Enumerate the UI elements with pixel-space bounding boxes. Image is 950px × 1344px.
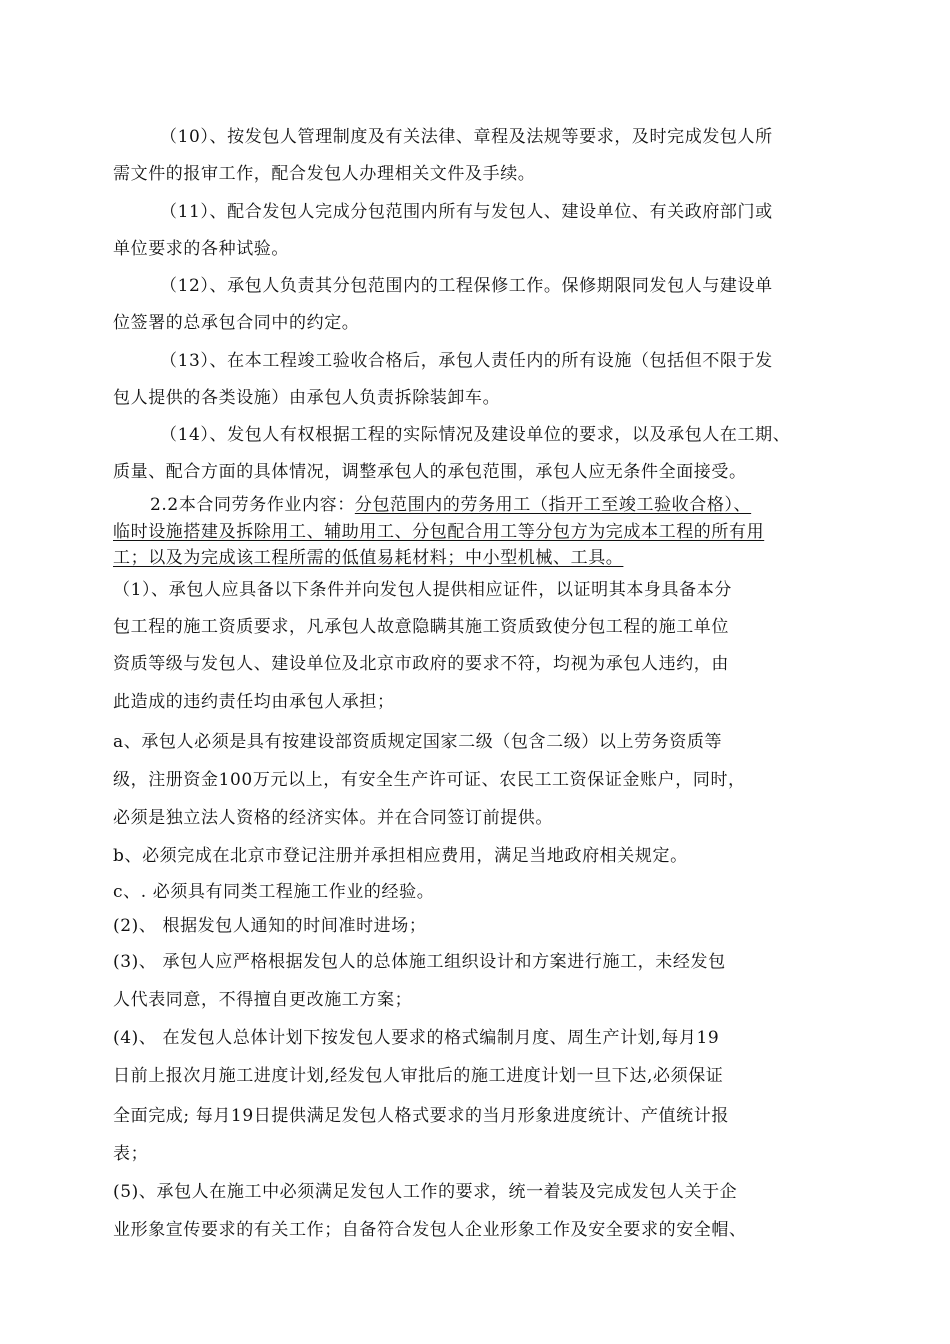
text-line: c、. 必须具有同类工程施工作业的经验。 (113, 882, 435, 902)
text-line: b、必须完成在北京市登记注册并承担相应费用，满足当地政府相关规定。 (113, 846, 688, 866)
text-line: 表； (113, 1144, 149, 1164)
text-line: 人代表同意，不得擅自更改施工方案； (113, 990, 413, 1010)
text-line: （11）、配合发包人完成分包范围内所有与发包人、建设单位、有关政府部门或 (160, 202, 773, 222)
text-line: （10）、按发包人管理制度及有关法律、章程及法规等要求，及时完成发包人所 (160, 127, 773, 147)
text-line: 全面完成; 每月19日提供满足发包人格式要求的当月形象进度统计、产值统计报 (113, 1106, 729, 1126)
text-line: 位签署的总承包合同中的约定。 (113, 313, 360, 333)
text-line: 资质等级与发包人、建设单位及北京市政府的要求不符，均视为承包人违约，由 (113, 654, 729, 674)
underlined-line: 临时设施搭建及拆除用工、辅助用工、分包配合用工等分包方为完成本工程的所有用 (113, 522, 765, 542)
text-line: 业形象宣传要求的有关工作；自备符合发包人企业形象工作及安全要求的安全帽、 (113, 1220, 747, 1240)
text-line: (2)、 根据发包人通知的时间准时进场； (113, 916, 427, 936)
section-label: 2.2本合同劳务作业内容： (150, 495, 355, 515)
text-line: （1）、承包人应具备以下条件并向发包人提供相应证件，以证明其本身具备本分 (113, 580, 732, 600)
text-line: （12）、承包人负责其分包范围内的工程保修工作。保修期限同发包人与建设单 (160, 276, 773, 296)
underlined-line: 工；以及为完成该工程所需的低值易耗材料；中小型机械、工具。 (113, 548, 624, 568)
section-heading-line (150, 495, 751, 515)
text-line: 包工程的施工资质要求，凡承包人故意隐瞒其施工资质致使分包工程的施工单位 (113, 617, 729, 637)
underlined-text: 分包范围内的劳务用工（指开工至竣工验收合格）、 (354, 495, 752, 515)
text-line: 质量、配合方面的具体情况，调整承包人的承包范围，承包人应无条件全面接受。 (113, 462, 747, 482)
text-line: 级，注册资金100万元以上，有安全生产许可证、农民工工资保证金账户，同时， (113, 770, 746, 790)
text-line: (5)、承包人在施工中必须满足发包人工作的要求，统一着装及完成发包人关于企 (113, 1182, 738, 1202)
text-line: （13）、在本工程竣工验收合格后，承包人责任内的所有设施（包括但不限于发 (160, 351, 773, 371)
text-line: 需文件的报审工作，配合发包人办理相关文件及手续。 (113, 164, 536, 184)
text-line: 此造成的违约责任均由承包人承担； (113, 692, 395, 712)
text-line: (4)、 在发包人总体计划下按发包人要求的格式编制月度、周生产计划,每月19 (113, 1028, 720, 1048)
text-line: （14）、发包人有权根据工程的实际情况及建设单位的要求，以及承包人在工期、 (160, 425, 791, 445)
text-line: 必须是独立法人资格的经济实体。并在合同签订前提供。 (113, 808, 553, 828)
text-line: (3)、 承包人应严格根据发包人的总体施工组织设计和方案进行施工，未经发包 (113, 952, 726, 972)
text-line: a、承包人必须是具有按建设部资质规定国家二级（包含二级）以上劳务资质等 (113, 732, 723, 752)
text-line: 包人提供的各类设施）由承包人负责拆除装卸车。 (113, 388, 501, 408)
text-line: 日前上报次月施工进度计划,经发包人审批后的施工进度计划一旦下达,必须保证 (113, 1066, 724, 1086)
text-line: 单位要求的各种试验。 (113, 239, 289, 259)
